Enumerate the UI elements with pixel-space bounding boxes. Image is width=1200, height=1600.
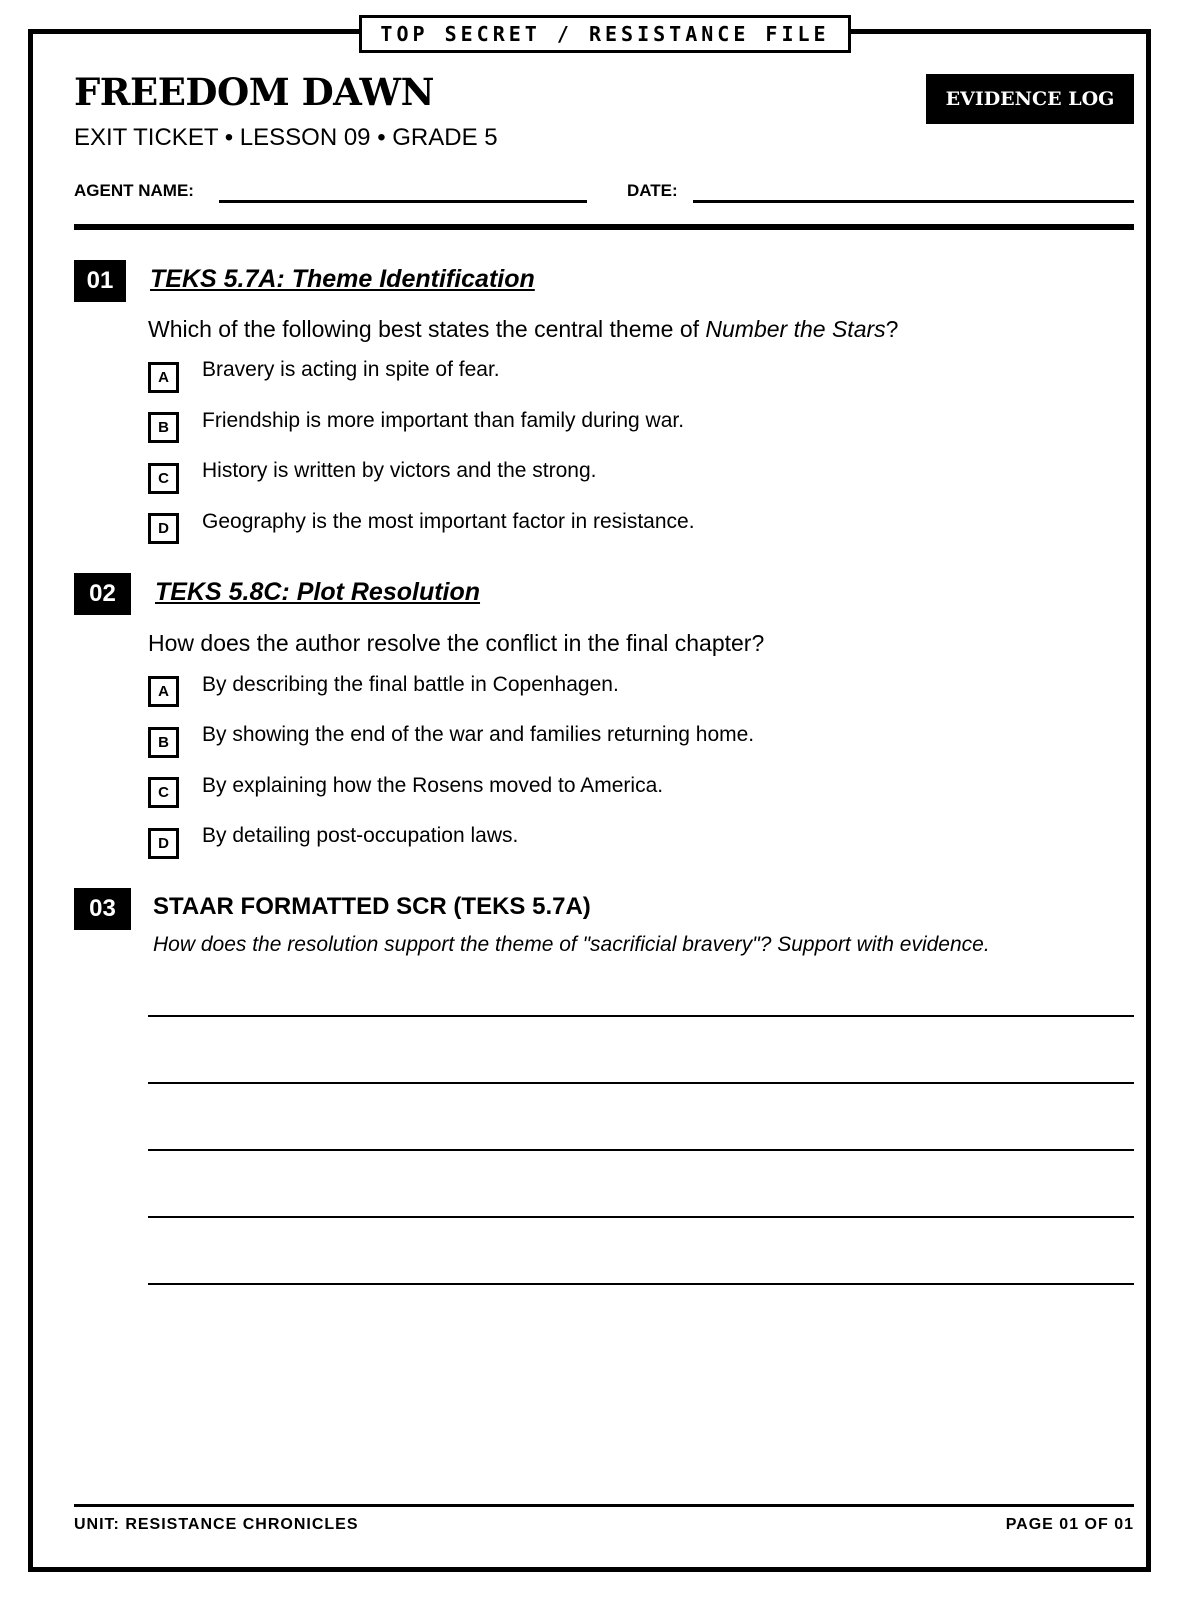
option-text: By detailing post-occupation laws. bbox=[202, 824, 519, 847]
option-text: By showing the end of the war and families returning home. bbox=[202, 723, 755, 746]
question-prompt: How does the resolution support the theme of "sacrificial bravery"? Support with evidence. bbox=[153, 933, 990, 956]
question-prompt: How does the author resolve the conflict in the final chapter? bbox=[148, 630, 765, 656]
option-text: By describing the final battle in Copenhagen. bbox=[202, 673, 619, 696]
document-frame bbox=[28, 29, 1151, 1572]
option-text: Friendship is more important than family during war. bbox=[202, 409, 685, 432]
answer-line[interactable] bbox=[148, 1082, 1134, 1084]
option-a-checkbox[interactable]: A bbox=[148, 362, 179, 393]
answer-line[interactable] bbox=[148, 1283, 1134, 1285]
page-title: FREEDOM DAWN bbox=[74, 70, 434, 114]
question-prompt: Which of the following best states the central theme of Number the Stars? bbox=[148, 316, 899, 342]
classification-tab: TOP SECRET / RESISTANCE FILE bbox=[359, 15, 851, 53]
question-heading: STAAR FORMATTED SCR (TEKS 5.7A) bbox=[153, 893, 591, 920]
option-text: Geography is the most important factor in resistance. bbox=[202, 510, 695, 533]
question-number: 02 bbox=[74, 573, 131, 615]
footer-divider bbox=[74, 1504, 1134, 1507]
date-field[interactable] bbox=[693, 200, 1134, 203]
header-divider bbox=[74, 224, 1134, 230]
option-d-checkbox[interactable]: D bbox=[148, 513, 179, 544]
option-c-checkbox[interactable]: C bbox=[148, 777, 179, 808]
option-b-checkbox[interactable]: B bbox=[148, 727, 179, 758]
page-subtitle: EXIT TICKET • LESSON 09 • GRADE 5 bbox=[74, 124, 498, 151]
evidence-log-badge: EVIDENCE LOG bbox=[926, 74, 1134, 124]
answer-line[interactable] bbox=[148, 1149, 1134, 1151]
agent-name-field[interactable] bbox=[219, 200, 587, 203]
question-number: 01 bbox=[74, 260, 126, 302]
option-c-checkbox[interactable]: C bbox=[148, 463, 179, 494]
option-text: History is written by victors and the strong. bbox=[202, 459, 597, 482]
question-heading: TEKS 5.7A: Theme Identification bbox=[150, 265, 535, 293]
agent-name-label: AGENT NAME: bbox=[74, 181, 194, 200]
answer-line[interactable] bbox=[148, 1015, 1134, 1017]
option-a-checkbox[interactable]: A bbox=[148, 676, 179, 707]
option-text: By explaining how the Rosens moved to America. bbox=[202, 774, 664, 797]
question-heading: TEKS 5.8C: Plot Resolution bbox=[155, 578, 481, 606]
date-label: DATE: bbox=[627, 181, 678, 200]
page-number: PAGE 01 OF 01 bbox=[1005, 1516, 1134, 1533]
option-d-checkbox[interactable]: D bbox=[148, 828, 179, 859]
option-b-checkbox[interactable]: B bbox=[148, 412, 179, 443]
book-title: Number the Stars bbox=[705, 316, 886, 342]
option-text: Bravery is acting in spite of fear. bbox=[202, 358, 500, 381]
unit-label: UNIT: RESISTANCE CHRONICLES bbox=[74, 1516, 359, 1533]
question-number: 03 bbox=[74, 888, 131, 930]
answer-line[interactable] bbox=[148, 1216, 1134, 1218]
